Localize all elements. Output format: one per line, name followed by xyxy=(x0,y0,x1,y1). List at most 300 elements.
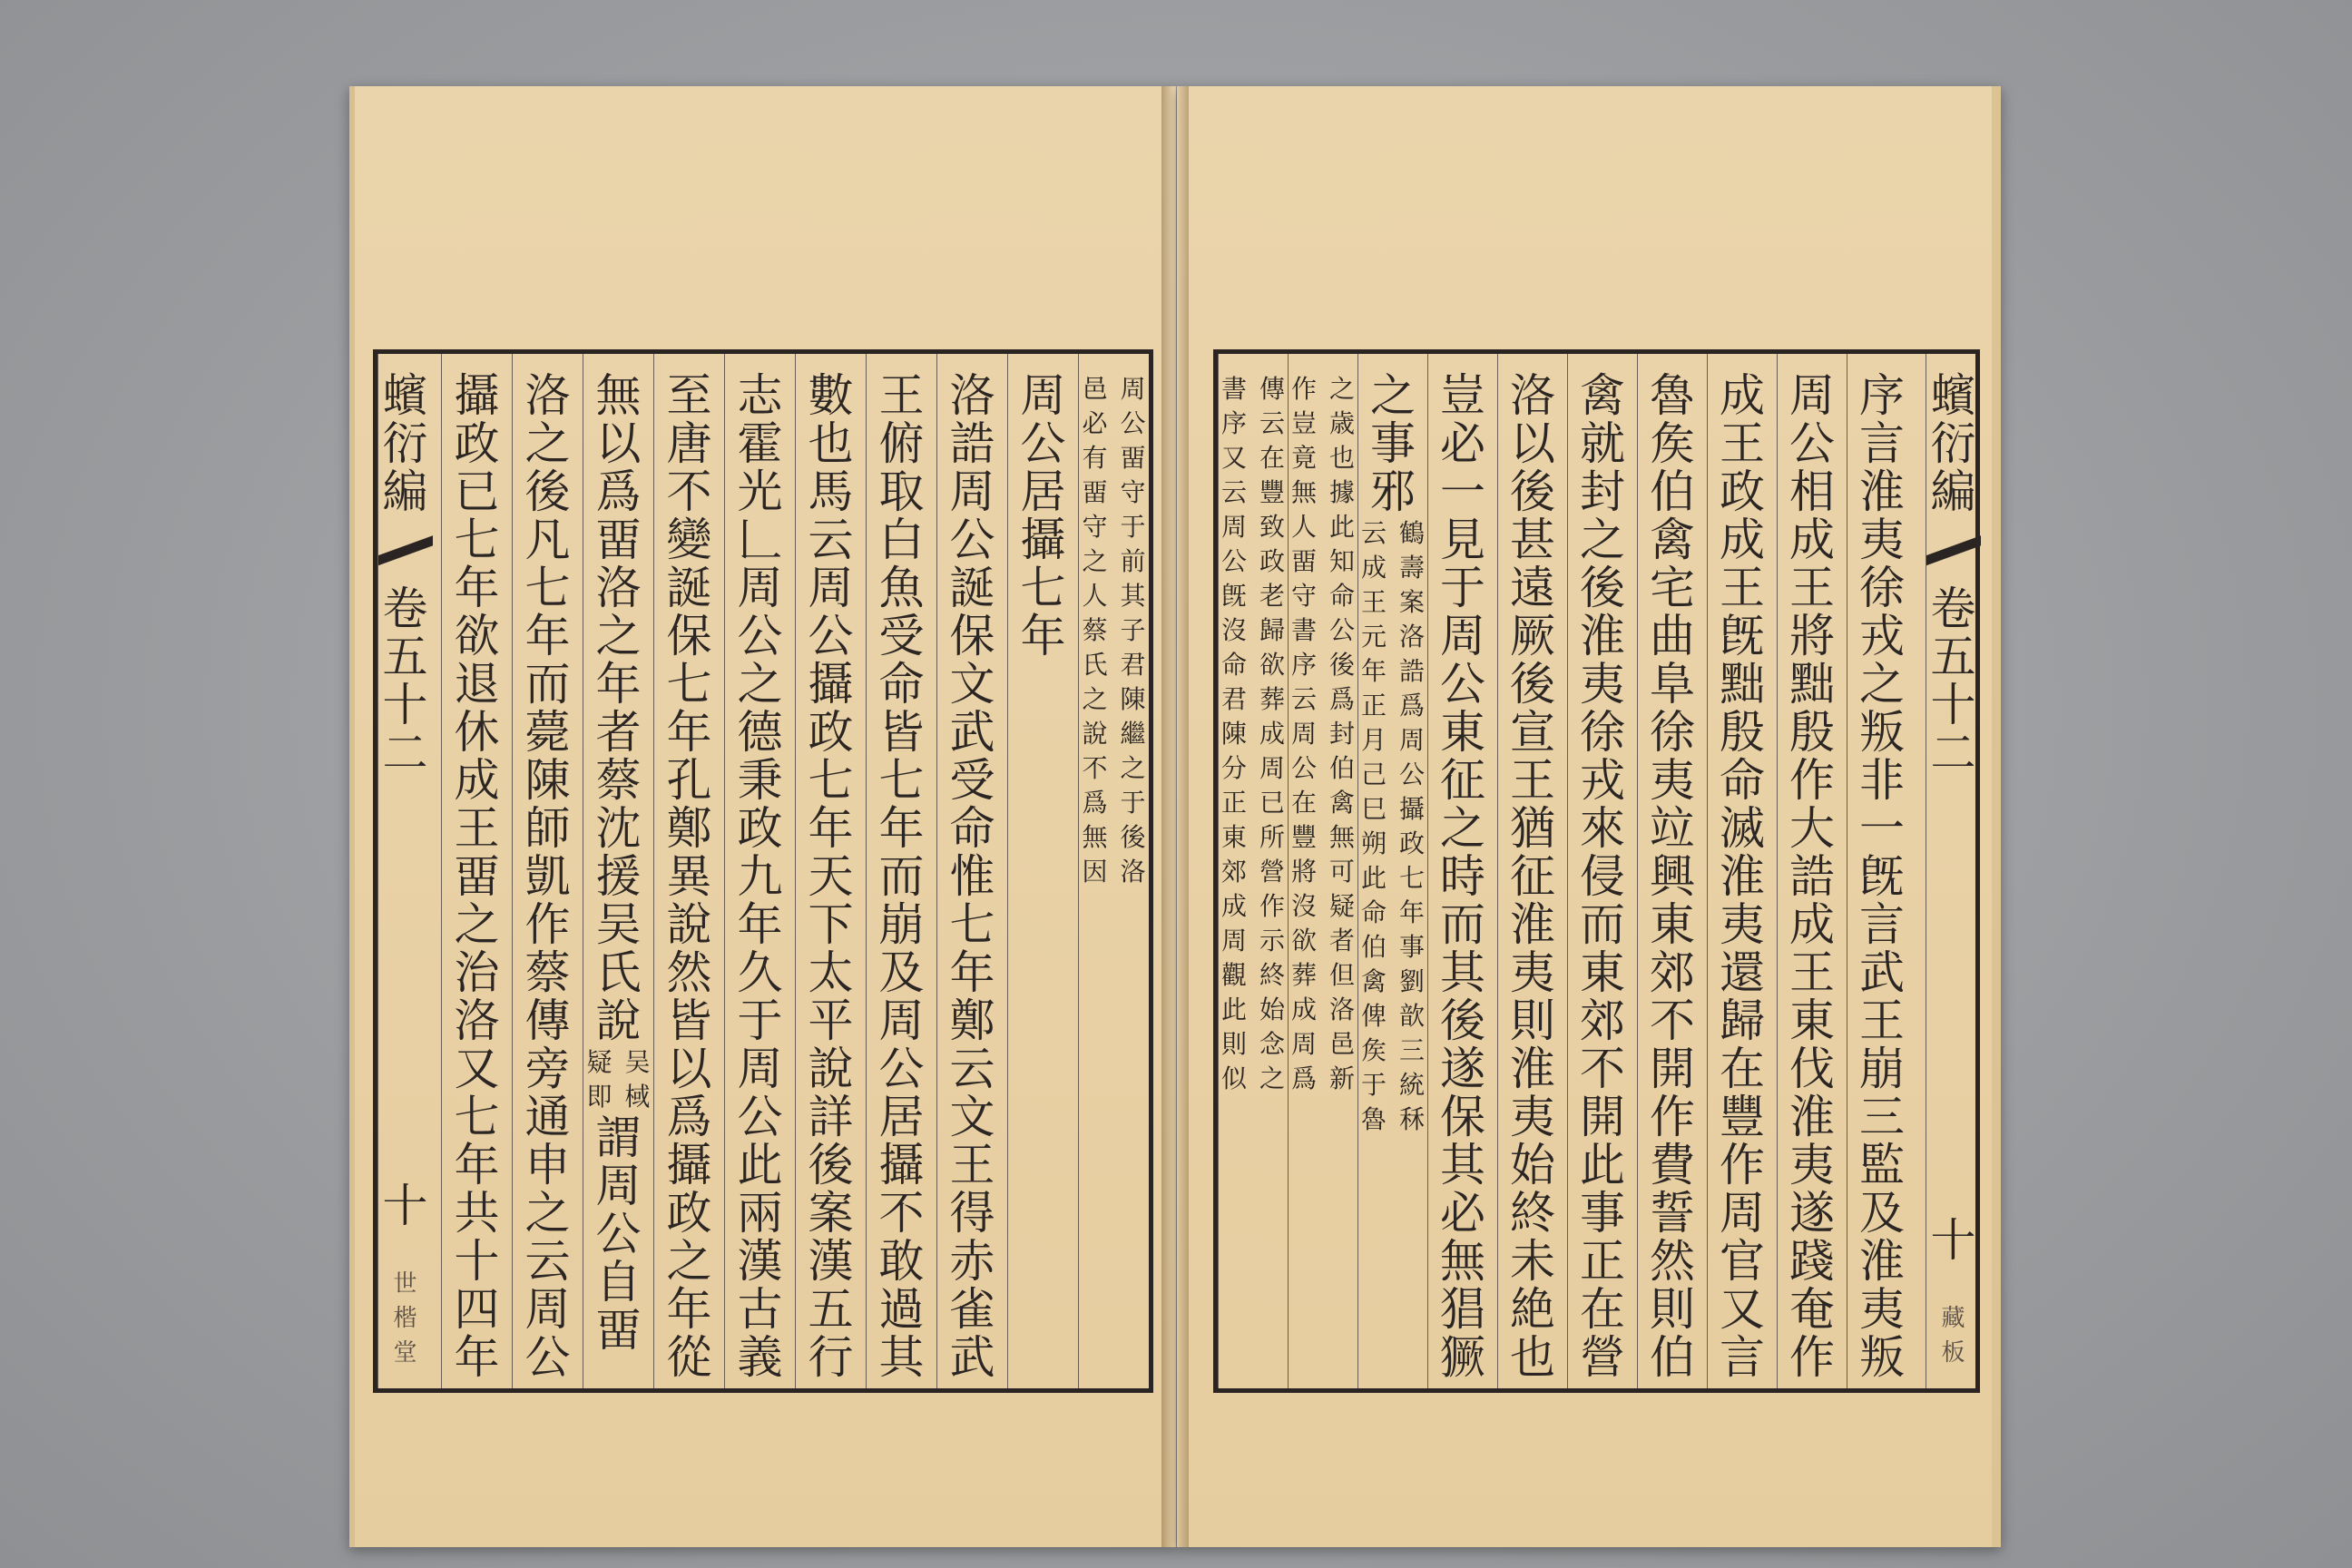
left-page-column xyxy=(653,354,724,1388)
annotation-char: 在 xyxy=(1259,443,1285,473)
text-char: 七 xyxy=(666,658,712,710)
text-char: 皆 xyxy=(666,995,712,1047)
text-char: 七 xyxy=(1020,562,1066,614)
annotation-char: 知 xyxy=(1328,546,1355,576)
banxin-title-char: 衍 xyxy=(1930,417,1976,470)
left-page-column xyxy=(441,354,512,1388)
text-char: 說 xyxy=(666,898,712,951)
annotation-char: 魯 xyxy=(1360,1104,1387,1134)
banxin-title-char: 衍 xyxy=(382,417,428,470)
right-page-column xyxy=(1427,354,1497,1388)
text-char: 阜 xyxy=(1650,658,1695,710)
annotation-char: 沒 xyxy=(1220,615,1247,645)
text-char: 言 xyxy=(1720,1331,1765,1384)
text-char: 作 xyxy=(1789,754,1835,807)
text-char: 說 xyxy=(595,995,642,1047)
text-char: 然 xyxy=(666,946,712,999)
annotation-char: 已 xyxy=(1259,788,1285,818)
annotation-char: 于 xyxy=(1120,788,1146,818)
annotation-char: 也 xyxy=(1328,443,1355,473)
annotation-char: 其 xyxy=(1120,581,1146,611)
text-char: 成 xyxy=(1720,369,1765,422)
text-char: 行 xyxy=(808,1331,854,1384)
text-char: 漢 xyxy=(737,1235,783,1288)
annotation-char: 云 xyxy=(1290,684,1317,714)
annotation-char: 作 xyxy=(1259,891,1285,921)
annotation-char: 元 xyxy=(1360,622,1387,652)
annotation-char: 老 xyxy=(1259,581,1285,611)
annotation-char: 七 xyxy=(1398,863,1425,893)
annotation-char: 政 xyxy=(1398,828,1425,858)
text-char: 師 xyxy=(524,802,571,855)
text-char: 及 xyxy=(1859,1187,1905,1240)
annotation-char: 周 xyxy=(1398,725,1425,755)
text-char: 凡 xyxy=(524,514,571,566)
annotation-char: 無 xyxy=(1082,822,1108,852)
text-char: 及 xyxy=(878,946,925,999)
annotation-char: 之 xyxy=(1082,546,1108,576)
annotation-char: 洛 xyxy=(1328,995,1355,1024)
left-page xyxy=(349,86,1176,1547)
annotation-char: 後 xyxy=(1328,650,1355,680)
text-char: 東 xyxy=(1789,995,1835,1047)
text-char: 此 xyxy=(1580,1139,1625,1191)
text-char: 而 xyxy=(1580,898,1625,951)
annotation-char: 歳 xyxy=(1328,408,1355,438)
left-page-column xyxy=(724,354,795,1388)
annotation-char: 爲 xyxy=(1328,684,1355,714)
annotation-char: 命 xyxy=(1220,650,1247,680)
text-char: 周 xyxy=(949,466,995,518)
text-char: 東 xyxy=(1650,898,1695,951)
text-char: 正 xyxy=(1580,1235,1625,1288)
text-char: 案 xyxy=(808,1187,854,1240)
annotation-char: 封 xyxy=(1328,719,1355,749)
text-char: 云 xyxy=(949,1043,995,1095)
text-char: 公 xyxy=(808,610,854,662)
text-char: 竝 xyxy=(1650,802,1695,855)
text-char: 厥 xyxy=(1510,610,1555,662)
text-char: 遠 xyxy=(1510,562,1555,614)
text-char: 官 xyxy=(1720,1235,1765,1288)
text-char: 攝 xyxy=(454,369,500,422)
open-book xyxy=(349,86,1992,1547)
text-char: 宣 xyxy=(1510,706,1555,759)
text-char: 年 xyxy=(666,1283,712,1336)
text-char: 成 xyxy=(1720,514,1765,566)
text-char: 興 xyxy=(1650,850,1695,903)
text-char: 洛 xyxy=(949,369,995,422)
text-char: 吴 xyxy=(595,898,642,951)
text-char: 之 xyxy=(1859,658,1905,710)
text-char: 後 xyxy=(524,466,571,518)
text-char: 詳 xyxy=(808,1091,854,1143)
annotation-char: 即 xyxy=(586,1082,612,1112)
text-char: 洛 xyxy=(1510,369,1555,422)
annotation-char: 正 xyxy=(1220,788,1247,818)
text-char: 豐 xyxy=(1720,1091,1765,1143)
text-char: 相 xyxy=(1789,466,1835,518)
text-char: 武 xyxy=(949,1331,995,1384)
text-char: 云 xyxy=(524,1235,571,1288)
text-char: 𠃊 xyxy=(737,514,783,566)
annotation-block xyxy=(582,1045,656,1114)
annotation-line xyxy=(1216,372,1252,1096)
text-char: 攝 xyxy=(666,1139,712,1191)
text-char: 作 xyxy=(1720,1139,1765,1191)
annotation-char: 事 xyxy=(1398,932,1425,962)
text-char: 周 xyxy=(1440,610,1485,662)
text-char: 誓 xyxy=(1650,1187,1695,1240)
text-char: 文 xyxy=(949,1091,995,1143)
annotation-char: 據 xyxy=(1328,477,1355,507)
text-char: 就 xyxy=(1580,417,1625,470)
text-char: 而 xyxy=(524,658,571,710)
annotation-char: 鶴 xyxy=(1398,518,1425,548)
text-char: 文 xyxy=(949,658,995,710)
annotation-char: 說 xyxy=(1082,719,1108,749)
text-char: 夷 xyxy=(1510,1091,1555,1143)
annotation-char: 此 xyxy=(1360,863,1387,893)
annotation-char: 巳 xyxy=(1360,794,1387,824)
text-char: 宅 xyxy=(1650,562,1695,614)
annotation-line xyxy=(1394,516,1430,1137)
text-char: 之 xyxy=(524,417,571,470)
text-char: 王 xyxy=(878,369,925,422)
text-char: 秉 xyxy=(737,754,783,807)
text-char: 政 xyxy=(1720,466,1765,518)
annotation-char: 公 xyxy=(1328,615,1355,645)
text-char: 又 xyxy=(454,1043,500,1095)
annotation-char: 營 xyxy=(1259,857,1285,887)
text-char: 洛 xyxy=(595,562,642,614)
text-char: 伯 xyxy=(1650,1331,1695,1384)
annotation-char: 伯 xyxy=(1360,932,1387,962)
text-char: 至 xyxy=(666,369,712,422)
annotation-char: 矦 xyxy=(1360,1035,1387,1065)
annotation-line xyxy=(1286,372,1322,1096)
annotation-char: 郊 xyxy=(1220,857,1247,887)
annotation-char: 似 xyxy=(1220,1063,1247,1093)
text-char: 伐 xyxy=(1789,1043,1835,1095)
text-char: 侵 xyxy=(1580,850,1625,903)
annotation-char: 終 xyxy=(1259,960,1285,990)
text-char: 凱 xyxy=(524,850,571,903)
text-char: 後 xyxy=(1580,562,1625,614)
annotation-char: 人 xyxy=(1290,512,1317,542)
annotation-char: 因 xyxy=(1082,857,1108,887)
text-char: 一 xyxy=(1859,802,1905,855)
text-char: 未 xyxy=(1510,1235,1555,1288)
text-char: 說 xyxy=(808,1043,854,1095)
annotation-char: 可 xyxy=(1328,857,1355,887)
text-char: 孔 xyxy=(666,754,712,807)
text-char: 公 xyxy=(949,514,995,566)
text-char: 黜 xyxy=(1720,658,1765,710)
text-char: 命 xyxy=(1720,754,1765,807)
text-char: 後 xyxy=(808,1139,854,1191)
annotation-char: 則 xyxy=(1220,1029,1247,1059)
text-char: 保 xyxy=(1440,1091,1485,1143)
annotation-block xyxy=(1077,372,1152,889)
text-char: 又 xyxy=(1720,1283,1765,1336)
annotation-char: 念 xyxy=(1259,1029,1285,1059)
text-char: 九 xyxy=(737,850,783,903)
text-char: 甚 xyxy=(1510,514,1555,566)
text-char: 其 xyxy=(1440,946,1485,999)
text-char: 保 xyxy=(666,610,712,662)
text-char: 十 xyxy=(454,1235,500,1288)
text-char: 退 xyxy=(454,658,500,710)
text-char: 命 xyxy=(878,658,925,710)
annotation-char: 將 xyxy=(1290,857,1317,887)
annotation-char: 歸 xyxy=(1259,615,1285,645)
text-char: 公 xyxy=(1789,417,1835,470)
text-char: 周 xyxy=(595,1160,642,1212)
text-char: 踐 xyxy=(1789,1235,1835,1288)
annotation-char: 竟 xyxy=(1290,443,1317,473)
text-char: 年 xyxy=(524,610,571,662)
annotation-char: 守 xyxy=(1120,477,1146,507)
annotation-char: 傳 xyxy=(1259,374,1285,404)
text-char: 之 xyxy=(666,1235,712,1288)
annotation-char: 此 xyxy=(1220,995,1247,1024)
annotation-char: 壽 xyxy=(1398,553,1425,583)
text-char: 通 xyxy=(524,1091,571,1143)
text-char: 鄭 xyxy=(666,802,712,855)
text-char: 于 xyxy=(737,995,783,1047)
text-char: 東 xyxy=(1580,946,1625,999)
annotation-char: 又 xyxy=(1220,443,1247,473)
text-char: 營 xyxy=(1580,1331,1625,1384)
annotation-char: 歆 xyxy=(1398,1001,1425,1031)
annotation-line xyxy=(582,1045,618,1114)
annotation-char: 秝 xyxy=(1398,1104,1425,1134)
annotation-char: 年 xyxy=(1360,656,1387,686)
annotation-char: 之 xyxy=(1120,753,1146,783)
text-char: 公 xyxy=(878,1043,925,1095)
text-char: 無 xyxy=(1440,1235,1485,1288)
text-char: 援 xyxy=(595,850,642,903)
banxin-title-char: 編 xyxy=(382,466,428,518)
text-char: 政 xyxy=(666,1187,712,1240)
text-char: 五 xyxy=(808,1283,854,1336)
text-char: 淮 xyxy=(1859,466,1905,518)
text-char: 來 xyxy=(1580,802,1625,855)
right-page xyxy=(1177,86,2001,1547)
text-char: 叛 xyxy=(1859,706,1905,759)
annotation-char: 公 xyxy=(1120,408,1146,438)
annotation-char: 月 xyxy=(1360,725,1387,755)
text-char: 之 xyxy=(524,1187,571,1240)
text-char: 不 xyxy=(878,1187,925,1240)
annotation-char: 書 xyxy=(1220,374,1247,404)
text-char: 以 xyxy=(595,417,642,470)
text-char: 絶 xyxy=(1510,1283,1555,1336)
text-char: 久 xyxy=(737,946,783,999)
text-char: 作 xyxy=(524,898,571,951)
banxin-title-char: 編 xyxy=(1930,466,1976,518)
text-char: 周 xyxy=(737,1043,783,1095)
text-char: 夷 xyxy=(1859,514,1905,566)
text-char: 年 xyxy=(808,802,854,855)
fish-tail-mark xyxy=(378,533,433,569)
text-char: 爲 xyxy=(595,466,642,518)
annotation-char: 之 xyxy=(1328,374,1355,404)
text-char: 則 xyxy=(1650,1283,1695,1336)
annotation-char: 豈 xyxy=(1290,408,1317,438)
text-char: 東 xyxy=(1440,706,1485,759)
publisher-char: 楷 xyxy=(393,1305,417,1332)
annotation-char: 成 xyxy=(1220,891,1247,921)
annotation-char: 之 xyxy=(1082,684,1108,714)
text-char: 夷 xyxy=(1720,898,1765,951)
annotation-char: 云 xyxy=(1259,408,1285,438)
text-char: 邪 xyxy=(1370,466,1416,518)
text-char: 王 xyxy=(454,802,500,855)
annotation-char: 公 xyxy=(1220,546,1247,576)
text-char: 周 xyxy=(1020,369,1066,422)
text-char: 三 xyxy=(1859,1091,1905,1143)
text-char: 旁 xyxy=(524,1043,571,1095)
annotation-char: 君 xyxy=(1120,650,1146,680)
text-char: 攝 xyxy=(878,1139,925,1191)
text-char: 徐 xyxy=(1580,706,1625,759)
text-char: 不 xyxy=(1580,1043,1625,1095)
text-char: 誥 xyxy=(1789,850,1835,903)
annotation-char: 邑 xyxy=(1328,1029,1355,1059)
annotation-char: 豐 xyxy=(1259,477,1285,507)
right-page-column xyxy=(1777,354,1847,1388)
text-char: 必 xyxy=(1440,417,1485,470)
text-char: 畱 xyxy=(454,850,500,903)
publisher-char: 板 xyxy=(1941,1339,1965,1367)
annotation-char: 年 xyxy=(1398,897,1425,927)
annotation-char: 在 xyxy=(1290,788,1317,818)
text-char: 一 xyxy=(1440,466,1485,518)
annotation-char: 人 xyxy=(1082,581,1108,611)
text-char: 居 xyxy=(1020,466,1066,518)
annotation-char: 無 xyxy=(1290,477,1317,507)
text-char: 四 xyxy=(454,1283,500,1336)
text-char: 夷 xyxy=(1859,1283,1905,1336)
annotation-char: 爲 xyxy=(1082,788,1108,818)
text-char: 誕 xyxy=(666,562,712,614)
text-char: 魚 xyxy=(878,562,925,614)
annotation-char: 但 xyxy=(1328,960,1355,990)
text-char: 傳 xyxy=(524,995,571,1047)
text-char: 大 xyxy=(1789,802,1835,855)
text-char: 惟 xyxy=(949,850,995,903)
left-page-column xyxy=(583,354,653,1388)
text-char: 監 xyxy=(1859,1139,1905,1191)
text-char: 公 xyxy=(524,1331,571,1384)
text-char: 漢 xyxy=(808,1235,854,1288)
fish-tail-mark xyxy=(1926,533,1981,569)
text-char: 淮 xyxy=(1580,610,1625,662)
text-char: 居 xyxy=(878,1091,925,1143)
annotation-char: 俾 xyxy=(1360,1001,1387,1031)
annotation-char: 爲 xyxy=(1290,1063,1317,1093)
right-page-column xyxy=(1707,354,1777,1388)
annotation-char: 云 xyxy=(1220,477,1247,507)
text-char: 古 xyxy=(737,1283,783,1336)
text-char: 王 xyxy=(1510,754,1555,807)
right-page-column xyxy=(1847,354,1916,1388)
text-char: 事 xyxy=(1370,417,1416,470)
text-char: 天 xyxy=(808,850,854,903)
annotation-line xyxy=(1077,372,1113,889)
right-page-column xyxy=(1567,354,1637,1388)
text-char: 平 xyxy=(808,995,854,1047)
text-char: 矦 xyxy=(1650,417,1695,470)
text-char: 年 xyxy=(454,562,500,614)
left-page-column xyxy=(1078,354,1149,1388)
banxin-title-char: 蠙 xyxy=(382,369,428,422)
right-page-column xyxy=(1497,354,1567,1388)
annotation-char: 爲 xyxy=(1398,691,1425,720)
text-char: 七 xyxy=(454,514,500,566)
text-char: 時 xyxy=(1440,850,1485,903)
text-char: 畱 xyxy=(595,514,642,566)
text-char: 異 xyxy=(666,850,712,903)
annotation-line xyxy=(1115,372,1152,889)
text-char: 唐 xyxy=(666,417,712,470)
text-char: 德 xyxy=(737,706,783,759)
annotation-char: 分 xyxy=(1220,753,1247,783)
book-gutter xyxy=(1161,86,1189,1547)
annotation-char: 劉 xyxy=(1398,966,1425,996)
text-char: 王 xyxy=(1720,562,1765,614)
text-char: 年 xyxy=(454,1331,500,1384)
right-page-column xyxy=(1357,354,1427,1388)
text-char: 政 xyxy=(454,417,500,470)
text-char: 年 xyxy=(878,802,925,855)
annotation-char: 禽 xyxy=(1328,788,1355,818)
annotation-char: 攝 xyxy=(1398,794,1425,824)
annotation-char: 朔 xyxy=(1360,828,1387,858)
text-char: 七 xyxy=(949,898,995,951)
text-char: 陳 xyxy=(524,754,571,807)
text-char: 在 xyxy=(1580,1283,1625,1336)
text-char: 共 xyxy=(454,1187,500,1240)
text-char: 後 xyxy=(1510,658,1555,710)
text-char: 年 xyxy=(595,658,642,710)
text-char: 非 xyxy=(1859,754,1905,807)
text-char: 禽 xyxy=(1650,514,1695,566)
publisher-char: 堂 xyxy=(393,1339,417,1367)
text-char: 淮 xyxy=(1510,898,1555,951)
text-char: 還 xyxy=(1720,946,1765,999)
annotation-char: 君 xyxy=(1220,684,1247,714)
text-char: 郊 xyxy=(1580,995,1625,1047)
text-char: 獗 xyxy=(1440,1331,1485,1384)
annotation-char: 葬 xyxy=(1259,684,1285,714)
banxin-volume-char: 卷 xyxy=(1930,583,1976,635)
right-page-banxin xyxy=(1926,354,1980,1388)
text-char: 崩 xyxy=(878,898,925,951)
banxin-volume-char: 十 xyxy=(382,679,428,731)
text-char: 以 xyxy=(1510,417,1555,470)
banxin-volume-char: 十 xyxy=(1930,679,1976,731)
left-page-column xyxy=(936,354,1007,1388)
text-char: 在 xyxy=(1720,1043,1765,1095)
annotation-char: 觀 xyxy=(1220,960,1247,990)
publisher-char: 世 xyxy=(393,1270,417,1298)
annotation-char: 疑 xyxy=(586,1047,612,1077)
annotation-char: 禽 xyxy=(1360,966,1387,996)
publisher-char: 藏 xyxy=(1941,1305,1965,1332)
